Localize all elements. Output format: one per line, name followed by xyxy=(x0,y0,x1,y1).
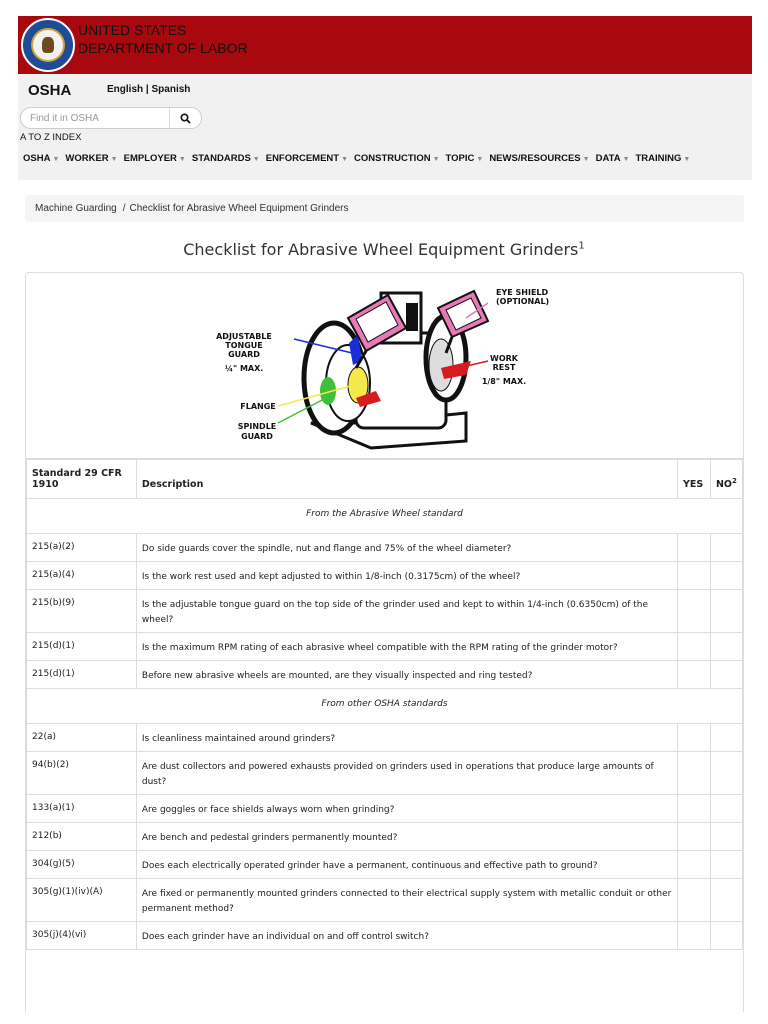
section-heading: From other OSHA standards xyxy=(27,689,743,724)
work-rest-label-1: WORK xyxy=(490,354,518,363)
nav-item-label: WORKER xyxy=(65,153,109,164)
description-cell: Are goggles or face shields always worn when grinding? xyxy=(136,795,677,823)
no-cell[interactable] xyxy=(710,724,742,752)
nav-item-label: STANDARDS xyxy=(191,153,251,164)
nav-item-label: CONSTRUCTION xyxy=(354,153,431,164)
yes-cell[interactable] xyxy=(677,752,710,795)
nav-item-worker[interactable] xyxy=(65,153,117,164)
standard-cell: 215(d)(1) xyxy=(27,661,137,689)
search-button[interactable] xyxy=(169,108,201,128)
table-row xyxy=(27,534,743,562)
standard-cell: 133(a)(1) xyxy=(27,795,137,823)
nav-item-label: OSHA xyxy=(23,153,51,164)
nav-item-label: TOPIC xyxy=(445,153,475,164)
caret-down-icon: ▼ xyxy=(432,156,440,163)
description-cell: Before new abrasive wheels are mounted, are they visually inspected and ring tested? xyxy=(136,661,677,689)
description-cell: Are bench and pedestal grinders permanently mounted? xyxy=(136,823,677,851)
work-rest-label-2: REST xyxy=(492,363,516,372)
section-row xyxy=(27,499,743,534)
table-row xyxy=(27,851,743,879)
description-cell: Is the adjustable tongue guard on the top side of the grinder used and kept to within 1/4-inch (0.6350cm) of the wheel? xyxy=(136,590,677,633)
nav-item-label: TRAINING xyxy=(635,153,682,164)
dol-seal-logo[interactable] xyxy=(21,18,75,72)
header-no xyxy=(710,460,742,499)
nav-item-employer[interactable] xyxy=(124,153,186,164)
yes-cell[interactable] xyxy=(677,823,710,851)
caret-down-icon: ▼ xyxy=(52,156,60,163)
caret-down-icon: ▼ xyxy=(582,156,590,163)
standard-cell: 305(g)(1)(iv)(A) xyxy=(27,879,137,922)
caret-down-icon: ▼ xyxy=(252,156,260,163)
description-cell: Does each electrically operated grinder have a permanent, continuous and effective path to ground? xyxy=(136,851,677,879)
header-standard: Standard 29 CFR 1910 xyxy=(27,460,137,499)
yes-cell[interactable] xyxy=(677,633,710,661)
nav-item-training[interactable] xyxy=(636,153,691,164)
description-cell: Is the maximum RPM rating of each abrasive wheel compatible with the RPM rating of the grinder motor? xyxy=(136,633,677,661)
breadcrumb-parent-link[interactable]: Machine Guarding xyxy=(35,203,117,214)
no-cell[interactable] xyxy=(710,795,742,823)
nav-item-label: NEWS/RESOURCES xyxy=(489,153,581,164)
no-cell[interactable] xyxy=(710,752,742,795)
nav-item-label: ENFORCEMENT xyxy=(265,153,340,164)
standard-cell: 215(b)(9) xyxy=(27,590,137,633)
yes-cell[interactable] xyxy=(677,534,710,562)
site-title[interactable]: OSHA xyxy=(28,82,72,99)
grinder-figure xyxy=(26,273,743,459)
no-cell[interactable] xyxy=(710,562,742,590)
lang-separator: | xyxy=(145,84,149,95)
section-row xyxy=(27,689,743,724)
agency-name[interactable] xyxy=(78,21,248,57)
grinder-illustration xyxy=(26,273,743,459)
description-cell: Are dust collectors and powered exhausts provided on grinders used in operations that produce large amounts of dust? xyxy=(136,752,677,795)
no-cell[interactable] xyxy=(710,922,742,950)
table-header-row xyxy=(27,460,743,499)
no-footnote-link[interactable]: 2 xyxy=(732,476,737,485)
caret-down-icon: ▼ xyxy=(178,156,186,163)
table-row xyxy=(27,795,743,823)
yes-cell[interactable] xyxy=(677,879,710,922)
tongue-guard-label-1: ADJUSTABLE xyxy=(216,332,272,341)
nav-item-label: DATA xyxy=(595,153,621,164)
breadcrumb xyxy=(25,195,744,222)
caret-down-icon: ▼ xyxy=(683,156,691,163)
standard-cell: 215(a)(2) xyxy=(27,534,137,562)
no-cell[interactable] xyxy=(710,661,742,689)
description-cell: Does each grinder have an individual on and off control switch? xyxy=(136,922,677,950)
no-cell[interactable] xyxy=(710,534,742,562)
nav-item-news-resources[interactable] xyxy=(489,153,589,164)
eye-shield-label-1: EYE SHIELD xyxy=(496,288,549,297)
lang-spanish-link[interactable]: Spanish xyxy=(151,84,191,95)
language-switcher xyxy=(107,84,190,95)
spindle-guard-label-1: SPINDLE xyxy=(237,422,277,431)
description-cell: Are fixed or permanently mounted grinders connected to their electrical supply system with metallic conduit or other permanent method? xyxy=(136,879,677,922)
nav-item-osha[interactable] xyxy=(23,153,59,164)
nav-item-topic[interactable] xyxy=(446,153,484,164)
yes-cell[interactable] xyxy=(677,590,710,633)
yes-cell[interactable] xyxy=(677,724,710,752)
main-nav xyxy=(23,153,696,164)
yes-cell[interactable] xyxy=(677,562,710,590)
breadcrumb-separator: / xyxy=(122,203,126,214)
agency-banner xyxy=(18,16,752,74)
standard-cell: 215(d)(1) xyxy=(27,633,137,661)
header-no-text: NO xyxy=(715,479,732,490)
breadcrumb-current: Checklist for Abrasive Wheel Equipment Grinders xyxy=(129,203,349,214)
table-row xyxy=(27,922,743,950)
no-cell[interactable] xyxy=(710,851,742,879)
no-cell[interactable] xyxy=(710,590,742,633)
checklist-panel xyxy=(25,272,744,1012)
search-box xyxy=(20,107,202,129)
search-icon xyxy=(180,113,191,124)
yes-cell[interactable] xyxy=(677,795,710,823)
eye-shield-label-2: (OPTIONAL) xyxy=(496,297,550,306)
yes-cell[interactable] xyxy=(677,661,710,689)
table-row xyxy=(27,879,743,922)
nav-item-standards[interactable] xyxy=(192,153,260,164)
caret-down-icon: ▼ xyxy=(622,156,630,163)
nav-item-construction[interactable] xyxy=(354,153,439,164)
description-cell: Is the work rest used and kept adjusted to within 1/8-inch (0.3175cm) of the wheel? xyxy=(136,562,677,590)
switch-box xyxy=(406,303,418,331)
standard-cell: 305(j)(4)(vi) xyxy=(27,922,137,950)
seal-center xyxy=(31,28,65,62)
header-yes: YES xyxy=(677,460,710,499)
caret-down-icon: ▼ xyxy=(476,156,484,163)
no-cell[interactable] xyxy=(710,633,742,661)
eagle-icon xyxy=(42,37,54,53)
page-title xyxy=(0,240,768,259)
yes-cell[interactable] xyxy=(677,851,710,879)
nav-item-enforcement[interactable] xyxy=(266,153,348,164)
site-header xyxy=(18,74,752,180)
table-row xyxy=(27,752,743,795)
caret-down-icon: ▼ xyxy=(110,156,118,163)
checklist-table xyxy=(26,459,743,950)
search-input[interactable] xyxy=(30,110,166,126)
standard-cell: 94(b)(2) xyxy=(27,752,137,795)
a-to-z-index-link[interactable]: A TO Z INDEX xyxy=(20,132,82,143)
tongue-guard-label-2: TONGUE xyxy=(225,341,263,350)
title-footnote-link[interactable]: 1 xyxy=(578,240,585,252)
table-row xyxy=(27,590,743,633)
caret-down-icon: ▼ xyxy=(341,156,349,163)
lang-english-link[interactable]: English xyxy=(107,84,144,95)
agency-line-1: UNITED STATES xyxy=(78,22,187,38)
tongue-guard-label-4: ¼" MAX. xyxy=(224,364,264,373)
flange-label: FLANGE xyxy=(240,402,276,411)
table-row xyxy=(27,562,743,590)
tongue-guard-label-3: GUARD xyxy=(228,350,260,359)
nav-item-label: EMPLOYER xyxy=(123,153,177,164)
standard-cell: 215(a)(4) xyxy=(27,562,137,590)
table-row xyxy=(27,661,743,689)
section-heading: From the Abrasive Wheel standard xyxy=(27,499,743,534)
description-cell: Is cleanliness maintained around grinders? xyxy=(136,724,677,752)
header-description: Description xyxy=(136,460,677,499)
table-row xyxy=(27,823,743,851)
work-rest-label-3: 1/8" MAX. xyxy=(481,377,527,386)
table-row xyxy=(27,724,743,752)
standard-cell: 22(a) xyxy=(27,724,137,752)
agency-line-2: DEPARTMENT OF LABOR xyxy=(78,40,248,56)
no-cell[interactable] xyxy=(710,823,742,851)
standard-cell: 212(b) xyxy=(27,823,137,851)
yes-cell[interactable] xyxy=(677,922,710,950)
standard-cell: 304(g)(5) xyxy=(27,851,137,879)
table-row xyxy=(27,633,743,661)
page-title-text: Checklist for Abrasive Wheel Equipment Grinders xyxy=(183,240,579,259)
no-cell[interactable] xyxy=(710,879,742,922)
description-cell: Do side guards cover the spindle, nut and flange and 75% of the wheel diameter? xyxy=(136,534,677,562)
spindle-guard-label-2: GUARD xyxy=(241,432,273,441)
nav-item-data[interactable] xyxy=(596,153,630,164)
